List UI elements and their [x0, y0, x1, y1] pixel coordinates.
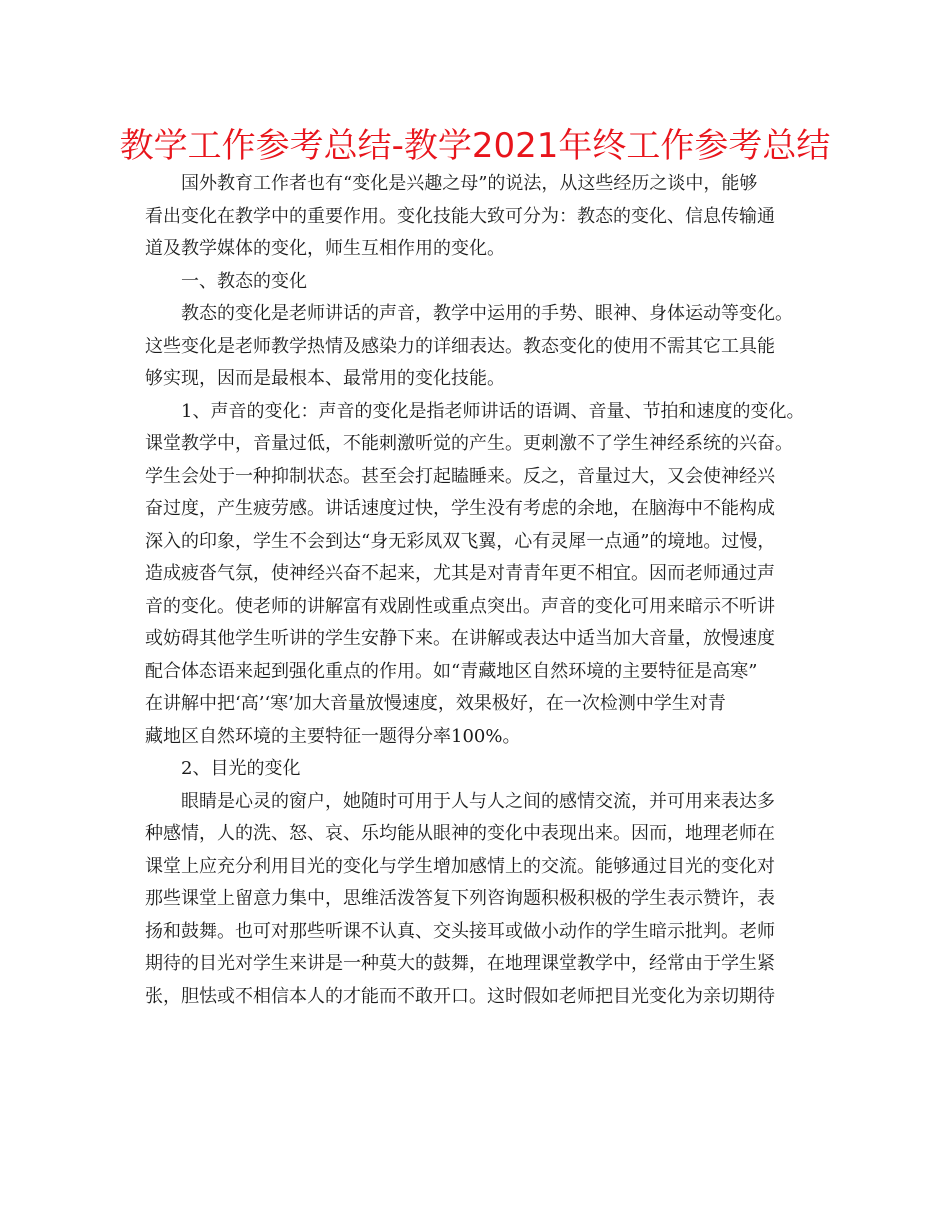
text-line: 期待的目光对学生来讲是一种莫大的鼓舞，在地理课堂教学中，经常由于学生紧 — [145, 953, 775, 974]
text-line: 课堂教学中，音量过低，不能刺激听觉的产生。更刺激不了学生神经系统的兴奋。 — [145, 433, 793, 454]
text-line: 造成疲沓气氛，使神经兴奋不起来，尤其是对青青年更不相宜。因而老师通过声 — [145, 563, 775, 584]
text-line: 课堂上应充分利用目光的变化与学生增加感情上的交流。能够通过目光的变化对 — [145, 855, 775, 877]
text-line: 教态的变化是老师讲话的声音，教学中运用的手势、眼神、身体运动等变化。 — [181, 303, 793, 324]
text-line: 国外教育工作者也有“变化是兴趣之母”的说法，从这些经历之谈中，能够 — [181, 173, 758, 194]
text-line: 这些变化是老师教学热情及感染力的详细表达。教态变化的使用不需其它工具能 — [145, 335, 775, 357]
text-line: 或妨碍其他学生听讲的学生安静下来。在讲解或表达中适当加大音量，放慢速度 — [145, 628, 775, 649]
text-line: 看出变化在教学中的重要作用。变化技能大致可分为：教态的变化、信息传输通 — [145, 205, 775, 227]
text-line: 张，胆怯或不相信本人的才能而不敢开口。这时假如老师把目光变化为亲切期待 — [145, 985, 775, 1007]
text-line: 道及教学媒体的变化，师生互相作用的变化。 — [145, 238, 505, 259]
text-line: 深入的印象，学生不会到达“身无彩凤双飞翼，心有灵犀一点通”的境地。过慢， — [145, 530, 776, 552]
text-line: 2、目光的变化 — [181, 758, 301, 779]
text-line: 在讲解中把‘高’‘寒’加大音量放慢速度，效果极好，在一次检测中学生对青 — [145, 693, 726, 714]
text-line: 种感情，人的洗、怒、哀、乐均能从眼神的变化中表现出来。因而，地理老师在 — [145, 823, 775, 844]
text-line: 那些课堂上留意力集中，思维活泼答复下列咨询题积极积极的学生表示赞许，表 — [145, 888, 775, 909]
text-line: 扬和鼓舞。也可对那些听课不认真、交头接耳或做小动作的学生暗示批判。老师 — [145, 920, 775, 942]
text-line: 一、教态的变化 — [181, 270, 307, 292]
text-line: 1、声音的变化：声音的变化是指老师讲话的语调、音量、节拍和速度的变化。 — [181, 400, 805, 422]
document-body — [145, 168, 825, 1013]
text-line: 够实现，因而是最根本、最常用的变化技能。 — [145, 368, 505, 389]
text-line: 音的变化。使老师的讲解富有戏剧性或重点突出。声音的变化可用来暗示不听讲 — [145, 595, 775, 617]
text-line: 眼睛是心灵的窗户，她随时可用于人与人之间的感情交流，并可用来表达多 — [181, 790, 775, 812]
document-title: 教学工作参考总结-教学2021年终工作参考总结 — [119, 126, 831, 166]
text-line: 配合体态语来起到强化重点的作用。如“青藏地区自然环境的主要特征是高寒” — [145, 660, 758, 682]
text-line: 学生会处于一种抑制状态。甚至会打起瞌睡来。反之，音量过大，又会使神经兴 — [145, 465, 775, 487]
text-line: 藏地区自然环境的主要特征一题得分率100%。 — [145, 725, 521, 747]
text-line: 奋过度，产生疲劳感。讲话速度过快，学生没有考虑的余地，在脑海中不能构成 — [145, 498, 775, 519]
